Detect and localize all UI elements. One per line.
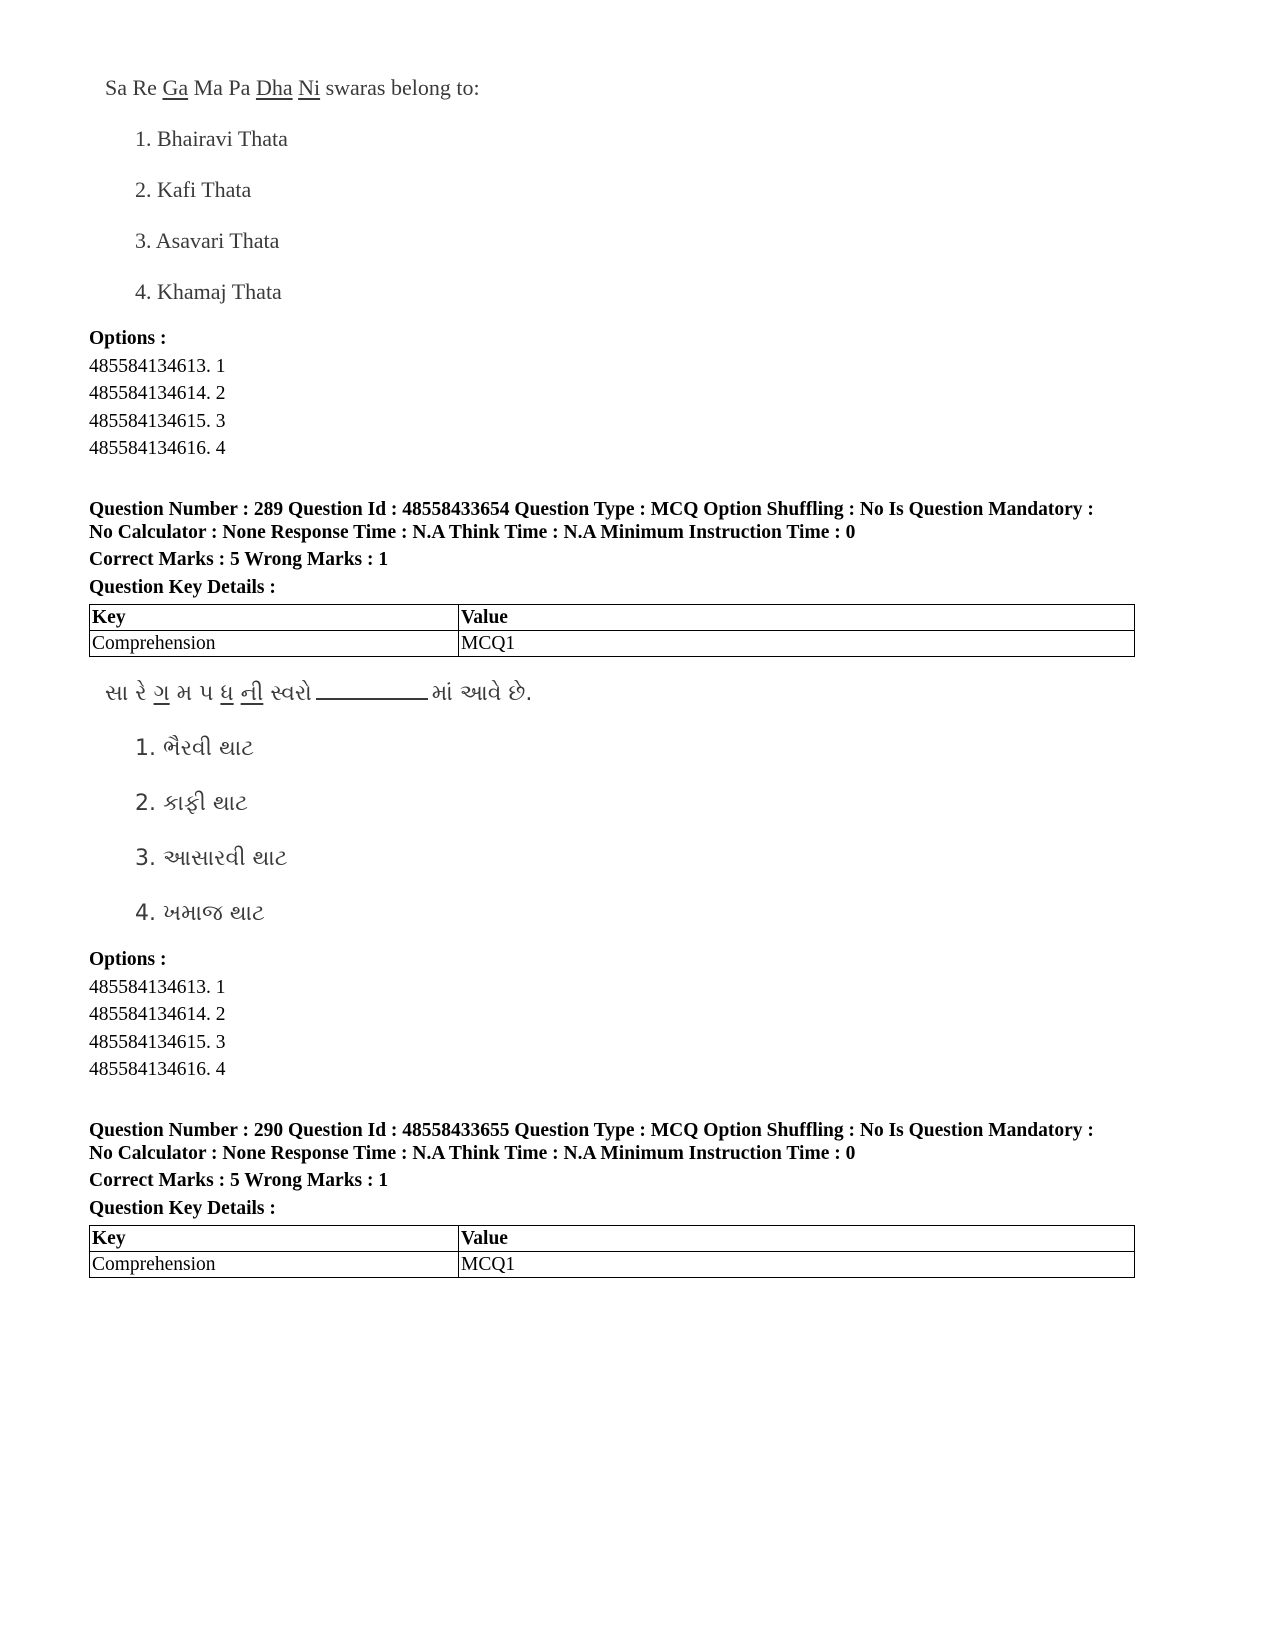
stem-text: સ્વરો [263, 681, 312, 706]
option-item: 485584134616. 4 [89, 1059, 226, 1080]
options-label: Options : [89, 949, 167, 970]
key-details-label: Question Key Details : [89, 577, 276, 598]
choice-item: 2. કાફી થાટ [135, 791, 248, 816]
stem-text [234, 681, 241, 706]
stem-komal-swara: ધ [220, 681, 234, 706]
stem-text: Sa Re [105, 75, 163, 100]
question-meta-line: No Calculator : None Response Time : N.A Think Time : N.A Minimum Instruction Time : 0 [89, 1143, 856, 1164]
key-details-table [89, 604, 1135, 657]
question-stem [105, 683, 805, 705]
choice-item: 2. Kafi Thata [135, 177, 252, 202]
question-image-gujarati [105, 683, 805, 933]
choice-item: 1. Bhairavi Thata [135, 126, 288, 151]
question-meta-line: No Calculator : None Response Time : N.A Think Time : N.A Minimum Instruction Time : 0 [89, 522, 856, 543]
choice-item: 3. Asavari Thata [135, 228, 280, 253]
stem-text: Ma Pa [188, 75, 256, 100]
option-item: 485584134616. 4 [89, 438, 226, 459]
choice-item: 3. આસારવી થાટ [135, 846, 288, 871]
question-meta-line: Question Number : 290 Question Id : 48558433655 Question Type : MCQ Option Shuffling : No Is Question Mandatory : [89, 1120, 1094, 1141]
table-header-cell: Key [90, 605, 459, 631]
table-header-cell: Value [459, 605, 1135, 631]
stem-text: મ પ [169, 681, 221, 706]
question-meta [89, 498, 1169, 544]
table-header-cell: Value [459, 1226, 1135, 1252]
option-item: 485584134615. 3 [89, 410, 226, 432]
choice-item: 4. ખમાજ થાટ [135, 901, 265, 926]
table-header-cell: Key [90, 1226, 459, 1252]
table-cell: MCQ1 [459, 631, 1135, 657]
table-cell: Comprehension [90, 1252, 459, 1278]
stem-komal-swara: ની [240, 681, 264, 706]
stem-komal-swara: Ni [298, 75, 321, 100]
question-stem [105, 77, 805, 99]
choice-item: 1. ભૈરવી થાટ [135, 736, 255, 761]
table-row [90, 631, 1135, 657]
question-meta [89, 1119, 1169, 1165]
options-block [89, 946, 226, 1084]
question-image-english [105, 77, 805, 307]
stem-text: swaras belong to: [320, 75, 480, 100]
fill-blank [316, 697, 428, 700]
stem-komal-swara: Dha [255, 75, 293, 100]
option-item: 485584134613. 1 [89, 355, 226, 377]
options-block [89, 325, 226, 463]
key-details-label: Question Key Details : [89, 1198, 276, 1219]
stem-komal-swara: ગ [153, 681, 170, 706]
stem-text: સા રે [105, 681, 154, 706]
marks-line: Correct Marks : 5 Wrong Marks : 1 [89, 1170, 389, 1191]
option-item: 485584134614. 2 [89, 383, 226, 404]
option-item: 485584134614. 2 [89, 1004, 226, 1025]
table-cell: MCQ1 [459, 1252, 1135, 1278]
choice-item: 4. Khamaj Thata [135, 279, 282, 304]
stem-komal-swara: Ga [162, 75, 189, 100]
option-item: 485584134615. 3 [89, 1031, 226, 1053]
stem-text: માં આવે છે. [431, 681, 533, 706]
marks-line: Correct Marks : 5 Wrong Marks : 1 [89, 549, 389, 570]
question-meta-line: Question Number : 289 Question Id : 48558433654 Question Type : MCQ Option Shuffling : No Is Question Mandatory : [89, 499, 1094, 520]
table-header-row [90, 1226, 1135, 1252]
option-item: 485584134613. 1 [89, 976, 226, 998]
key-details-table [89, 1225, 1135, 1278]
table-row [90, 1252, 1135, 1278]
table-cell: Comprehension [90, 631, 459, 657]
options-label: Options : [89, 328, 167, 349]
table-header-row [90, 605, 1135, 631]
